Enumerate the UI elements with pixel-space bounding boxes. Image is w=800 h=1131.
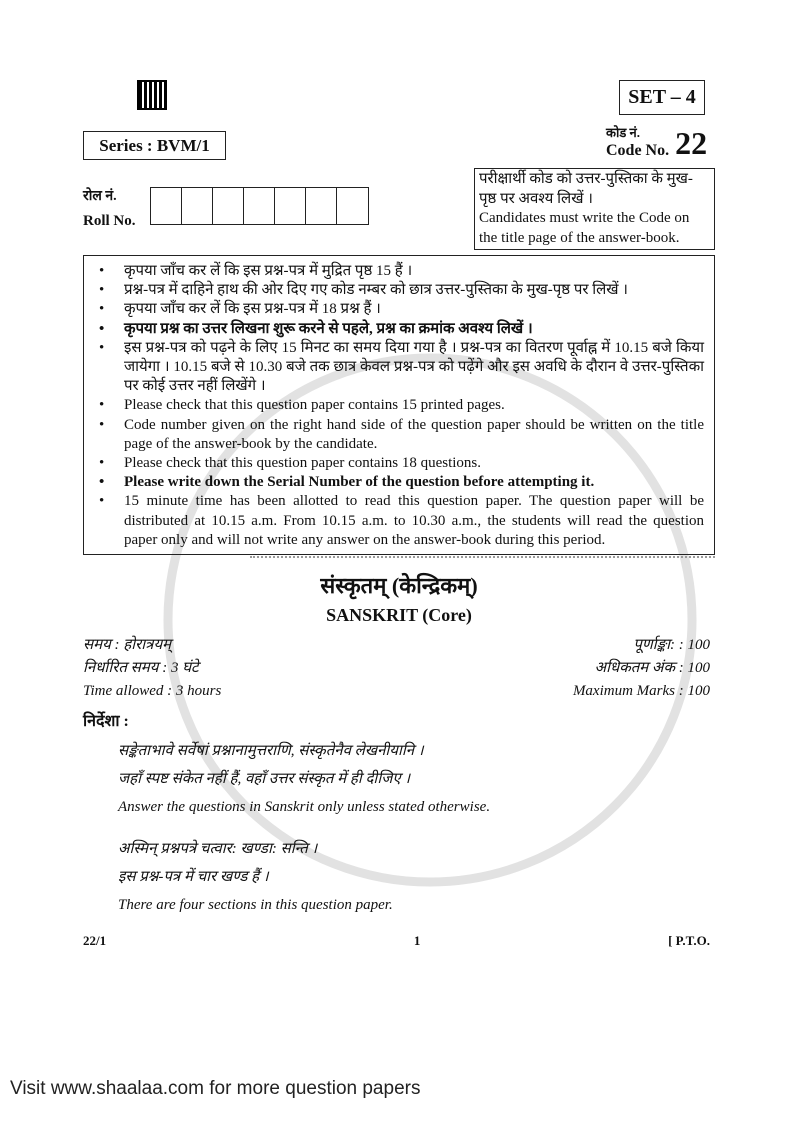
instruction: • Please check that this question paper contains 15 printed pages. [94, 396, 704, 415]
direction-line: Answer the questions in Sanskrit only unless stated otherwise. [118, 799, 491, 816]
series-label: Series : BVM/1 [83, 131, 226, 160]
instruction: • कृपया प्रश्न का उत्तर लिखना शुरू करने से पहले, प्रश्न का क्रमांक अवश्य लिखें । [94, 320, 704, 339]
direction-line: There are four sections in this question paper. [118, 897, 393, 914]
code-label-en: Code No. [606, 142, 670, 159]
marks-hi: अधिकतम अंक : 100 [594, 660, 710, 677]
instruction: • इस प्रश्न-पत्र को पढ़ने के लिए 15 मिनट का समय दिया गया है । प्रश्न-पत्र का वितरण पूर्वाह्न में 10.15 बजे किया जायेगा । 10.15 बजे से 10.30 बजे तक छात्र केवल प्रश्न-पत्र को पढ़ेंगे और इस अवधि के दौरान वे उत्तर-पुस्तिका पर कोई उत्तर नहीं लिखेंगे । [94, 339, 704, 397]
page-number: 1 [413, 933, 421, 949]
footer-code: 22/1 [83, 933, 107, 949]
instructions-box [83, 255, 715, 555]
direction-line: इस प्रश्न-पत्र में चार खण्ड हैं । [118, 869, 269, 886]
directions-heading: निर्देशा : [83, 713, 129, 731]
pto: [ P.T.O. [668, 933, 710, 949]
set-label: SET – 4 [619, 80, 705, 115]
instruction: • कृपया जाँच कर लें कि इस प्रश्न-पत्र में 18 प्रश्न हैं । [94, 300, 704, 319]
time-sa: समय : होरात्रयम् [83, 637, 172, 654]
marks-en: Maximum Marks : 100 [572, 683, 710, 700]
direction-line: जहाँ स्पष्ट संकेत नहीं हैं, वहाँ उत्तर संस्कृत में ही दीजिए । [118, 771, 411, 788]
instruction: • कृपया जाँच कर लें कि इस प्रश्न-पत्र में मुद्रित पृष्ठ 15 हैं । [94, 262, 704, 281]
instruction: • Please check that this question paper contains 18 questions. [94, 454, 704, 473]
instruction: • 15 minute time has been allotted to read this question paper. The question paper will be distributed at 10.15 a.m. From 10.15 a.m. to 10.30 a.m., the students will read the question paper only and will not write any answer on the answer-book during this period. [94, 492, 704, 550]
instruction: • प्रश्न-पत्र में दाहिने हाथ की ओर दिए गए कोड नम्बर को छात्र उत्तर-पुस्तिका के मुख-पृष्ठ पर लिखें । [94, 281, 704, 300]
promo-banner: Visit www.shaalaa.com for more question papers [10, 1078, 421, 1099]
instruction: • Please write down the Serial Number of the question before attempting it. [94, 473, 704, 492]
instruction: • Code number given on the right hand side of the question paper should be written on the title page of the answer-book by the candidate. [94, 416, 704, 454]
roll-number-boxes [150, 187, 369, 225]
header [83, 80, 715, 250]
roll-label-en: Roll No. [83, 213, 136, 229]
code-note-en: Candidates must write the Code on the title page of the answer-book. [479, 210, 690, 246]
qr-code [137, 80, 167, 110]
title-en: SANSKRIT (Core) [326, 605, 472, 626]
time-en: Time allowed : 3 hours [83, 683, 222, 700]
code-label-hi: कोड नं. [606, 125, 641, 140]
direction-line: अस्मिन् प्रश्नपत्रे चत्वार: खण्डा: सन्ति । [118, 841, 318, 858]
time-hi: निर्धारित समय : 3 घंटे [83, 660, 199, 677]
code-note-hi: परीक्षार्थी कोड को उत्तर-पुस्तिका के मुख-पृष्ठ पर अवश्य लिखें । [479, 171, 693, 207]
page-footer [83, 933, 715, 949]
title-hi: संस्कृतम् (केन्द्रिकम्) [320, 573, 478, 599]
code-number: 22 [675, 125, 708, 161]
marks-sa: पूर्णाङ्का: : 100 [633, 637, 710, 654]
divider [250, 556, 715, 558]
exam-meta [83, 634, 715, 703]
code-note [474, 168, 715, 250]
direction-line: सङ्केताभावे सर्वेषां प्रश्नानामुत्तराणि, संस्कृतेनैव लेखनीयानि । [118, 743, 424, 760]
roll-label-hi: रोल नं. [83, 189, 117, 204]
